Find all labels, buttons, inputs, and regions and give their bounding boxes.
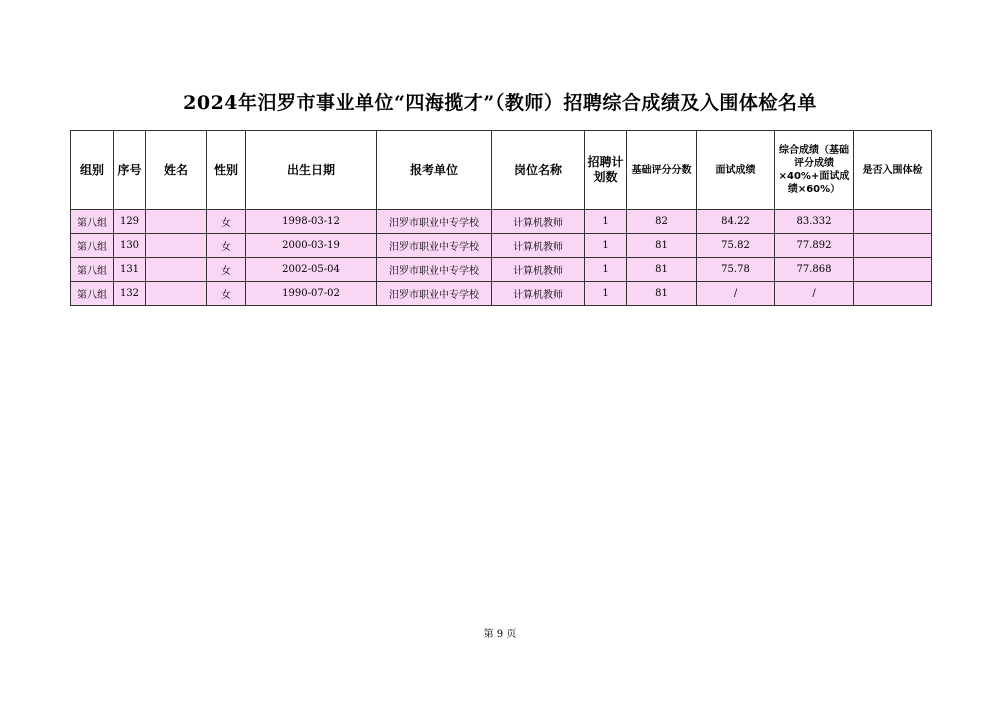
cell-birth: 1998-03-12 (246, 210, 377, 234)
table-row (71, 258, 932, 282)
cell-birth: 2000-03-19 (246, 234, 377, 258)
header-plan: 招聘计划数 (585, 131, 627, 210)
cell-interview: 84.22 (697, 210, 775, 234)
header-shortlisted: 是否入围体检 (854, 131, 932, 210)
cell-unit: 汨罗市职业中专学校 (377, 210, 492, 234)
cell-position: 计算机教师 (492, 210, 585, 234)
header-row (71, 131, 932, 210)
cell-base-score: 81 (627, 234, 697, 258)
cell-seq: 132 (114, 282, 146, 306)
cell-interview: 75.78 (697, 258, 775, 282)
table-row (71, 210, 932, 234)
cell-group: 第八组 (71, 282, 114, 306)
cell-plan: 1 (585, 210, 627, 234)
cell-seq: 131 (114, 258, 146, 282)
cell-interview: / (697, 282, 775, 306)
cell-plan: 1 (585, 258, 627, 282)
header-seq: 序号 (114, 131, 146, 210)
cell-name (146, 234, 207, 258)
cell-base-score: 81 (627, 258, 697, 282)
cell-plan: 1 (585, 234, 627, 258)
cell-seq: 130 (114, 234, 146, 258)
cell-group: 第八组 (71, 210, 114, 234)
cell-group: 第八组 (71, 258, 114, 282)
header-composite: 综合成绩（基础评分成绩×40%+面试成绩×60%） (775, 131, 854, 210)
cell-unit: 汨罗市职业中专学校 (377, 234, 492, 258)
header-unit: 报考单位 (377, 131, 492, 210)
cell-shortlisted (854, 258, 932, 282)
header-name: 姓名 (146, 131, 207, 210)
page-title: 2024年汨罗市事业单位“四海揽才”（教师）招聘综合成绩及入围体检名单 (183, 92, 817, 114)
table-row (71, 234, 932, 258)
cell-gender: 女 (207, 234, 246, 258)
cell-birth: 1990-07-02 (246, 282, 377, 306)
cell-interview: 75.82 (697, 234, 775, 258)
cell-position: 计算机教师 (492, 258, 585, 282)
header-group: 组别 (71, 131, 114, 210)
cell-unit: 汨罗市职业中专学校 (377, 258, 492, 282)
cell-birth: 2002-05-04 (246, 258, 377, 282)
cell-composite: 77.892 (775, 234, 854, 258)
cell-position: 计算机教师 (492, 234, 585, 258)
cell-name (146, 210, 207, 234)
cell-base-score: 82 (627, 210, 697, 234)
header-birth: 出生日期 (246, 131, 377, 210)
cell-group: 第八组 (71, 234, 114, 258)
cell-gender: 女 (207, 210, 246, 234)
cell-unit: 汨罗市职业中专学校 (377, 282, 492, 306)
cell-base-score: 81 (627, 282, 697, 306)
header-base-score: 基础评分分数 (627, 131, 697, 210)
header-interview: 面试成绩 (697, 131, 775, 210)
table-row (71, 282, 932, 306)
header-gender: 性别 (207, 131, 246, 210)
cell-composite: 83.332 (775, 210, 854, 234)
cell-gender: 女 (207, 282, 246, 306)
cell-plan: 1 (585, 282, 627, 306)
cell-composite: 77.868 (775, 258, 854, 282)
cell-composite: / (775, 282, 854, 306)
cell-position: 计算机教师 (492, 282, 585, 306)
cell-shortlisted (854, 282, 932, 306)
cell-name (146, 258, 207, 282)
cell-name (146, 282, 207, 306)
header-position: 岗位名称 (492, 131, 585, 210)
page-number: 第 9 页 (483, 629, 517, 640)
cell-shortlisted (854, 210, 932, 234)
cell-gender: 女 (207, 258, 246, 282)
cell-seq: 129 (114, 210, 146, 234)
results-table (70, 130, 932, 306)
cell-shortlisted (854, 234, 932, 258)
